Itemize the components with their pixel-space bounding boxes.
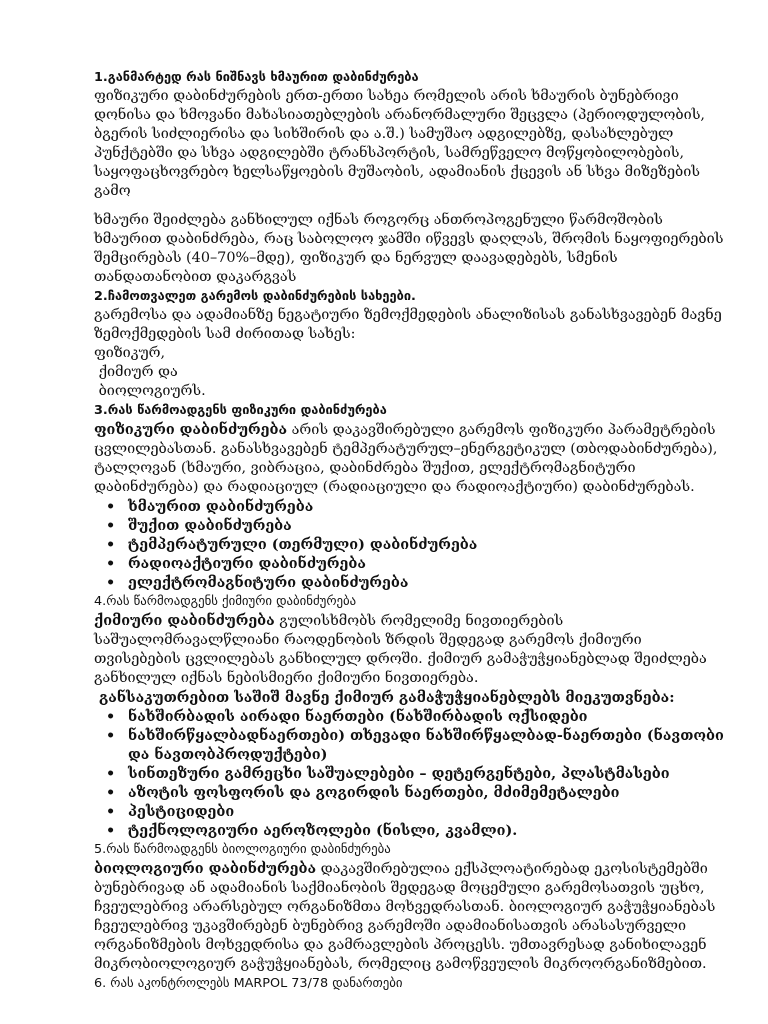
section-4-body-text: გულისხმობს რომელიმე ნივთიერების საშუალომრავალწლიანი რაოდენობის ზრდის შედეგად გარემოს ქიმიური თვისებების ცვლილებას განხილულ დროში. ქიმიურ გამაჭუჭყიანებლად შეიძლება განხილულ იქნას ნებისმიერი ქიმიური ნივთიერება. [94, 613, 707, 686]
section-1-paragraph-1: ფიზიკური დაბინძურების ერთ-ერთი სახეა რომელის არის ხმაურის ბუნებრივი დონისა და ხმოვანი მახასიათებლების არანორმალური შეცვლა (პერიოდულობის, ბგერის სიძლიერისა და სიხშირის და ა.შ.) სამუშაო ადგილებზე, დასახლებულ პუნქტებში და სხვა ადგილებში ტრანსპორტის, სამრეწველო მოწყობილობების, საყოფაცხოვრებო ხელსაწყოების მუშაობის, ადამიანის ქცევის ან სხვა მიზეზების გამო [94, 88, 706, 199]
section-1-heading: 1.განმარტედ რას ნიშნავს ხმაურით დაბინძურება [94, 70, 419, 85]
list-item: • სინთეზური გამრეცხი საშუალებები – დეტერგენტები, პლასტმასები [128, 764, 724, 783]
section-4-list [94, 707, 724, 840]
list-item: • პესტიციდები [128, 802, 724, 821]
list-item: • აზოტის ფოსფორის და გოგირდის ნაერთები, მძიმემეტალები [128, 783, 724, 802]
list-item: • ნახშირწყალბადნაერთები) თხევადი ნახშირწყალბად-ნაერთები (ნავთობი და ნავთობპროდუქტები) [128, 726, 724, 764]
list-item: • შუქით დაბინძურება [128, 516, 724, 535]
list-item: • რადიოაქტიური დაბინძურება [128, 554, 724, 573]
section-2-paragraph: გარემოსა და ადამიანზე ნეგატიური ზემოქმედების ანალიზისას განასხვავებენ მავნე ზემოქმედების სამ ძირითად სახეს: [94, 307, 722, 342]
section-3-heading: 3.რას წარმოადგენს ფიზიკური დაბინძურება [94, 403, 387, 418]
section-5-heading: 5.რას წარმოადგენს ბიოლოგიური დაბინძურება [94, 842, 391, 857]
section-2-line-physical: ფიზიკურ, [94, 345, 166, 361]
section-2-line-biological: ბიოლოგიურს. [94, 383, 206, 399]
list-item: • ტექნოლოგიური აეროზოლები (ნისლი, კვამლი). [128, 821, 724, 840]
list-item: • ნახშირბადის აირადი ნაერთები (ნახშირბადის ოქსიდები [128, 707, 724, 726]
section-3-lead-term: ფიზიკური დაბინძურება [94, 421, 288, 438]
section-3-list [94, 497, 724, 592]
section-4-lead-term: ქიმიური დაბინძურება [94, 612, 275, 629]
document-page [94, 68, 724, 993]
list-item: • ტემპერატურული (თერმული) დაბინძურება [128, 535, 724, 554]
list-item: • ხმაურით დაბინძურება [128, 497, 724, 516]
section-6-heading: 6. რას აკონტროლებს MARPOL 73/78 დანართები [94, 976, 403, 991]
section-3-paragraph [94, 420, 724, 497]
section-2-heading: 2.ჩამოთვალეთ გარემოს დაბინძურების სახეები. [94, 289, 416, 304]
section-5-lead-term: ბიოლოგიური დაბინძურება [94, 860, 316, 877]
section-3-body-text: არის დაკავშირებული გარემოს ფიზიკური პარამეტრების ცვლილებასთან. განასხვავებენ ტემპერატურულ–ენერგეტიკულ (თბოდაბინძურება), ტალღოვან (ხმაური, ვიბრაცია, დაბინძრება შუქით, ელექტრომაგნიტური დაბინძურება) და რადიაციულ (რადიაციული და რადიოაქტიური) დაბინძურებას. [94, 422, 718, 495]
section-2-line-chemical: ქიმიურ და [94, 364, 178, 380]
section-5-paragraph [94, 859, 724, 974]
section-4-paragraph [94, 611, 724, 688]
section-4-heading: 4.რას წარმოადგენს ქიმიური დაბინძურება [94, 594, 357, 609]
section-4-subheading: განსაკუთრებით საშიშ მავნე ქიმიურ გამაჭუჭყიანებლებს მიეკუთვნება: [94, 689, 675, 706]
section-1-paragraph-2: ხმაური შეიძლება განხილულ იქნას როგორც ანთროპოგენული წარმოშობის ხმაურით დაბინძრება, რაც საბოლოო ჯამში იწვევს დაღლას, შრომის ნაყოფიერების შემცირებას (40–70%–მდე), ფიზიკურ და ნერვულ დაავადებებს, სმენის თანდათანობით დაკარგვას [94, 212, 724, 285]
list-item: • ელექტრომაგნიტური დაბინძურება [128, 573, 724, 592]
section-5-body-text: დაკავშირებულია ექსპლოატირებად ეკოსისტემებში ბუნებრივად ან ადამიანის საქმიანობის შედეგად მოცემული გარემოსათვის უცხო, ჩვეულებრივ არარსებულ ორგანიზმთა მოხვედრასთან. ბიოლოგიურ გაჭუჭყიანებას ჩვეულებრივ უკავშირებენ ბუნებრივ გარემოში ადამიანისათვის არასასურველი ორგანიზმების მოხვედრისა და გამრავლების პროცესს. უმთავრესად განიხილავენ მიკრობიოლოგიურ გაჭუჭყიანებას, რომელიც გამოწვეულის მიკროორგანიზმებით. [94, 861, 716, 972]
